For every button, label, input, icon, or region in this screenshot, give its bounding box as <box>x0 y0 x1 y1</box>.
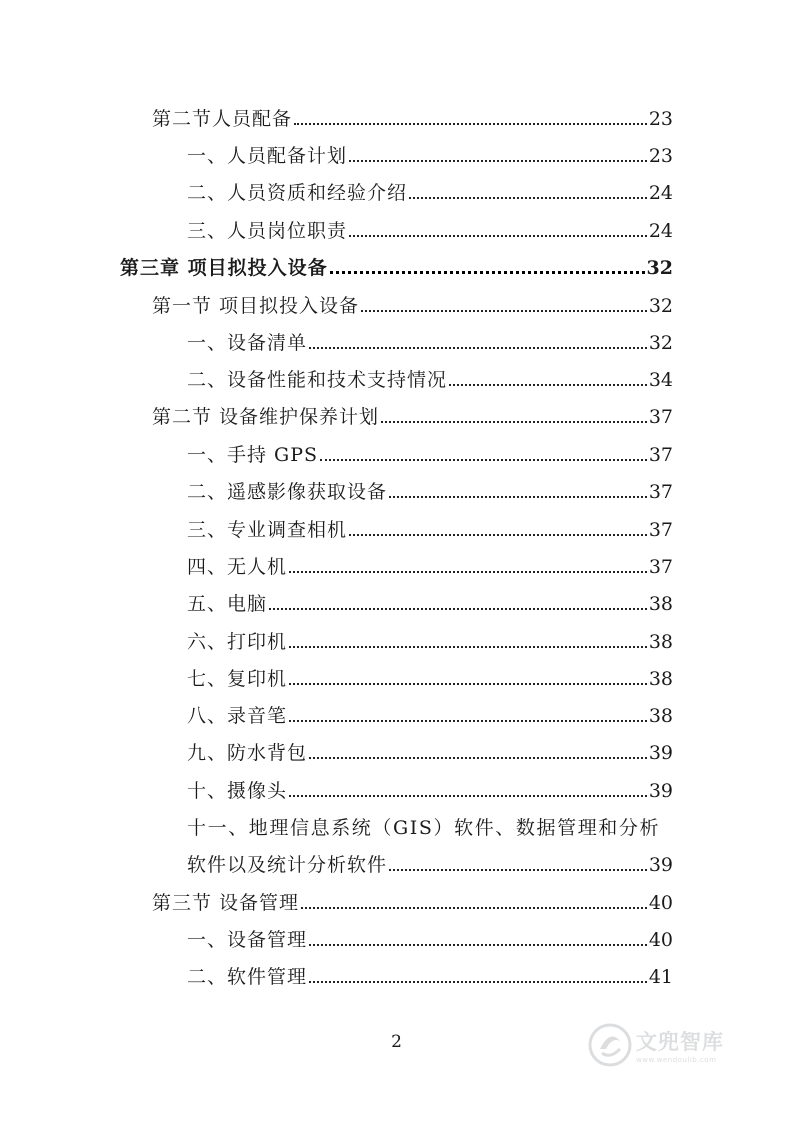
toc-leader-dots <box>330 271 645 274</box>
toc-entry[interactable] <box>187 218 673 244</box>
toc-entry-page: 24 <box>648 182 673 204</box>
toc-entry-page: 37 <box>648 481 673 503</box>
toc-leader-dots <box>294 123 647 125</box>
toc-leader-dots <box>289 683 647 685</box>
toc-entry[interactable] <box>187 778 673 804</box>
toc-entry-title: 六、打印机 <box>187 631 288 653</box>
toc-entry[interactable] <box>187 367 673 393</box>
toc-entry[interactable] <box>187 927 673 953</box>
toc-entry-page: 37 <box>648 556 673 578</box>
toc-entry[interactable] <box>187 143 673 169</box>
toc-leader-dots <box>301 907 647 909</box>
toc-leader-dots <box>381 421 647 423</box>
toc-entry-title: 软件以及统计分析软件 <box>187 854 388 876</box>
toc-leader-dots <box>309 757 647 759</box>
toc-entry-title: 一、设备清单 <box>187 332 308 354</box>
toc-entry-page: 32 <box>646 257 673 279</box>
toc-entry[interactable] <box>187 180 673 206</box>
toc-entry[interactable] <box>187 666 673 692</box>
toc-entry-title: 一、手持 GPS <box>187 444 319 466</box>
watermark-text <box>636 1026 724 1064</box>
toc-entry-title: 一、设备管理 <box>187 929 308 951</box>
toc-leader-dots <box>289 795 647 797</box>
toc-entry-page: 38 <box>648 705 673 727</box>
toc-entry-page: 37 <box>648 406 673 428</box>
toc-entry-page: 37 <box>648 519 673 541</box>
toc-leader-dots <box>309 944 647 946</box>
toc-leader-dots <box>409 197 647 199</box>
toc-entry[interactable] <box>187 703 673 729</box>
toc-entry-page: 32 <box>648 332 673 354</box>
toc-entry-page: 32 <box>648 295 673 317</box>
toc-entry-title: 五、电脑 <box>187 593 268 615</box>
toc-leader-dots <box>289 571 647 573</box>
toc-entry-page: 38 <box>648 593 673 615</box>
toc-leader-dots <box>309 981 647 983</box>
toc-entry-title-line1[interactable]: 十一、地理信息系统（GIS）软件、数据管理和分析 <box>187 817 661 839</box>
toc-leader-dots <box>349 160 647 162</box>
toc-entry[interactable] <box>187 442 673 468</box>
toc-leader-dots <box>269 608 647 610</box>
toc-entry-title: 十、摄像头 <box>187 780 288 802</box>
toc-entry-title: 第一节 项目拟投入设备 <box>152 295 360 317</box>
toc-entry[interactable] <box>187 629 673 655</box>
toc-entry[interactable] <box>187 517 673 543</box>
toc-leader-dots <box>289 646 647 648</box>
toc-entry-title: 二、遥感影像获取设备 <box>187 481 388 503</box>
toc-leader-dots <box>309 347 647 349</box>
toc-entry-page: 24 <box>648 220 673 242</box>
toc-entry-page: 34 <box>648 369 673 391</box>
toc-entry[interactable] <box>187 591 673 617</box>
toc-leader-dots <box>349 534 647 536</box>
toc-leader-dots <box>320 459 647 461</box>
toc-entry-page: 39 <box>648 780 673 802</box>
watermark-name: 文兜智库 <box>636 1030 724 1054</box>
toc-entry-title: 第二节人员配备 <box>152 108 293 130</box>
toc-leader-dots <box>361 310 647 312</box>
toc-entry-title: 三、专业调查相机 <box>187 519 348 541</box>
toc-entry-title: 七、复印机 <box>187 668 288 690</box>
toc-entry-title: 第三章 项目拟投入设备 <box>120 257 328 279</box>
toc-entry-page: 40 <box>648 892 673 914</box>
toc-entry[interactable] <box>187 740 673 766</box>
toc-leader-dots <box>389 496 647 498</box>
toc-entry-title: 第三节 设备管理 <box>152 892 300 914</box>
toc-leader-dots <box>449 384 647 386</box>
toc-entry[interactable] <box>187 852 673 878</box>
toc-entry-page: 39 <box>648 854 673 876</box>
watermark <box>588 1020 758 1070</box>
toc-entry-page: 38 <box>648 668 673 690</box>
toc-entry-page: 39 <box>648 742 673 764</box>
toc-entry-page: 41 <box>648 966 673 988</box>
toc-entry[interactable] <box>187 330 673 356</box>
toc-entry[interactable] <box>152 293 673 319</box>
toc-leader-dots <box>349 235 647 237</box>
toc-entry-title: 八、录音笔 <box>187 705 288 727</box>
toc-leader-dots <box>289 720 647 722</box>
toc-entry-title: 二、设备性能和技术支持情况 <box>187 369 448 391</box>
toc-entry[interactable] <box>152 890 673 916</box>
toc-entry-title: 九、防水背包 <box>187 742 308 764</box>
toc-entry-title: 第二节 设备维护保养计划 <box>152 406 380 428</box>
toc-entry[interactable] <box>152 106 673 132</box>
watermark-url: www.wendoulib.com <box>636 1056 717 1064</box>
toc-entry-title: 三、人员岗位职责 <box>187 220 348 242</box>
toc-entry-page: 37 <box>648 444 673 466</box>
toc-entry[interactable] <box>152 404 673 430</box>
page-number: 2 <box>391 1032 402 1052</box>
toc-entry-title: 二、软件管理 <box>187 966 308 988</box>
toc-entry-title: 四、无人机 <box>187 556 288 578</box>
toc-entry-page: 38 <box>648 631 673 653</box>
toc-entry[interactable] <box>187 479 673 505</box>
watermark-logo-icon <box>588 1023 632 1067</box>
toc-entry-title: 二、人员资质和经验介绍 <box>187 182 408 204</box>
toc-entry-page: 23 <box>648 108 673 130</box>
toc-entry-title: 一、人员配备计划 <box>187 145 348 167</box>
toc-chapter-entry[interactable] <box>120 255 673 281</box>
toc-entry[interactable] <box>187 554 673 580</box>
toc-entry[interactable] <box>187 964 673 990</box>
toc-leader-dots <box>389 869 647 871</box>
toc-entry-page: 40 <box>648 929 673 951</box>
toc-entry-page: 23 <box>648 145 673 167</box>
